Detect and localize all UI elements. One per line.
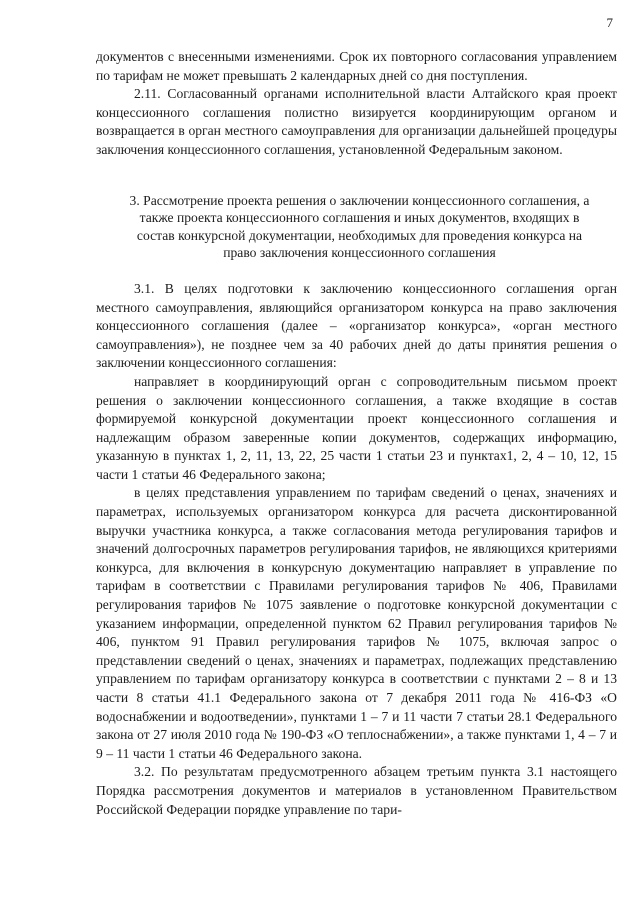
paragraph-3-1: 3.1. В целях подготовки к заключению концессионного соглашения орган местного самоуправления, являющийся организатором конкурса на право заключения концессионного соглашения (далее – «организатор конкурса», «орган местного самоуправления»), не позднее чем за 40 рабочих дней до даты принятия решения о заключении концессионного соглашения: xyxy=(96,280,617,371)
paragraph-2-11: 2.11. Согласованный органами исполнительной власти Алтайского края проект концессионного соглашения полистно визируется координирующим органом и возвращается в орган местного самоуправления для организации дальнейшей процедуры заключения концессионного соглашения, установленной Федеральным законом. xyxy=(96,86,617,157)
paragraph-3-1-item-2: в целях представления управлением по тарифам сведений о ценах, значениях и параметрах, используемых организатором конкурса для расчета дисконтированной выручки участника конкурса, а также согласования метода регулирования тарифов и значений долгосрочных параметров регулирования тарифов, не являющихся критериями конкурса, для включения в конкурсную документацию направляет в управление по тарифам в соответствии с Правилами регулирования тарифов № 406, Правилами регулирования тарифов № 1075 заявление о подготовке конкурсной документации с указанием информации, определенной пунктом 62 Правил регулирования тарифов № 406, пунктом 91 Правил регулирования тарифов № 1075, включая запрос о представлении сведений о ценах, значениях и параметрах, подлежащих представлению управлением по тарифам организатору конкурса в соответствии с пунктами 2 – 8 и 13 части 8 статьи 41.1 Федерального закона от 7 декабря 2011 года № 416-ФЗ «О водоснабжении и водоотведении», пунктами 1 – 7 и 11 части 7 статьи 28.1 Федерального закона от 27 июля 2010 года № 190-ФЗ «О теплоснабжении», а также пунктами 1, 4 – 7 и 9 – 11 части 1 статьи 46 Федерального закона. xyxy=(96,485,617,761)
paragraph-3-1-item-1: направляет в координирующий орган с сопроводительным письмом проект решения о заключении концессионного соглашения, а также входящие в состав формируемой конкурсной документации проект концессионного соглашения и надлежащим образом заверенные копии документов, содержащих информацию, указанную в пунктах 1, 2, 11, 13, 22, 25 части 1 статьи 23 и пунктах1, 2, 4 – 10, 12, 15 части 1 статьи 46 Федерального закона; xyxy=(96,373,617,482)
section-heading: 3. Рассмотрение проекта решения о заключении концессионного соглашения, а также проекта концессионного соглашения и иных документов, входящих в состав конкурсной документации, необходимых для проведения конкурса на право заключения концессионного соглашения xyxy=(129,192,590,261)
page-number: 7 xyxy=(606,15,613,30)
paragraph-continuation: документов с внесенными изменениями. Срок их повторного согласования управлением по тарифам не может превышать 2 календарных дней со дня поступления. xyxy=(96,49,617,83)
paragraph-3-2: 3.2. По результатам предусмотренного абзацем третьим пункта 3.1 настоящего Порядка рассмотрения документов и материалов в установленном Правительством Российской Федерации порядке управление по тари- xyxy=(96,764,617,817)
